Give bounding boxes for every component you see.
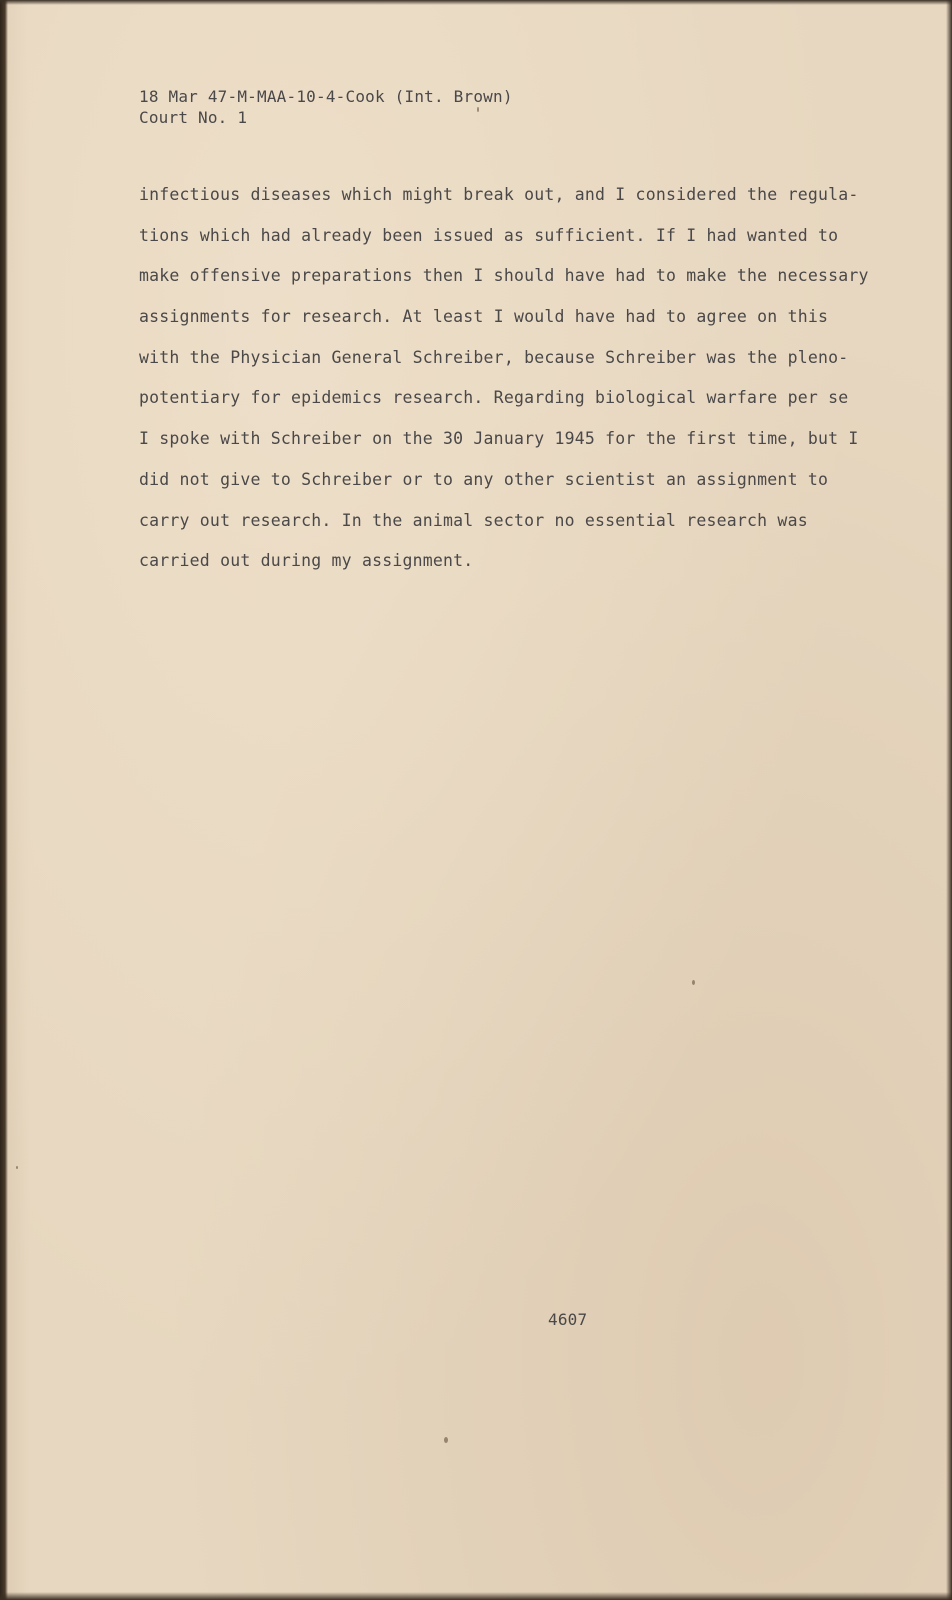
body-line: assignments for research. At least I would have had to agree on this — [139, 307, 829, 327]
header-court-number: Court No. 1 — [139, 108, 248, 127]
header-case-reference: 18 Mar 47-M-MAA-10-4-Cook (Int. Brown) — [139, 87, 513, 106]
body-line: carry out research. In the animal sector no essential research was — [139, 510, 808, 530]
paper-speck — [477, 107, 479, 112]
body-line: infectious diseases which might break out, and I considered the regula- — [139, 185, 859, 204]
page-number: 4607 — [548, 1310, 588, 1329]
paper-speck — [692, 980, 695, 985]
body-line: potentiary for epidemics research. Regarding biological warfare per se — [139, 388, 849, 408]
body-line: I spoke with Schreiber on the 30 January 1945 for the first time, but I — [139, 429, 859, 449]
body-line: carried out during my assignment. — [139, 551, 474, 571]
testimony-body — [139, 184, 899, 591]
page-right-edge — [946, 0, 952, 1600]
page-bottom-edge — [0, 1592, 952, 1600]
body-line: with the Physician General Schreiber, because Schreiber was the pleno- — [139, 347, 849, 367]
page-top-edge — [0, 0, 952, 5]
page-left-edge — [0, 0, 8, 1600]
body-line: did not give to Schreiber or to any other scientist an assignment to — [139, 469, 829, 489]
document-header — [139, 86, 513, 128]
paper-speck — [444, 1437, 448, 1443]
paper-speck — [16, 1166, 18, 1169]
body-line: tions which had already been issued as sufficient. If I had wanted to — [139, 225, 839, 245]
body-line: make offensive preparations then I should have had to make the necessary — [139, 266, 869, 286]
